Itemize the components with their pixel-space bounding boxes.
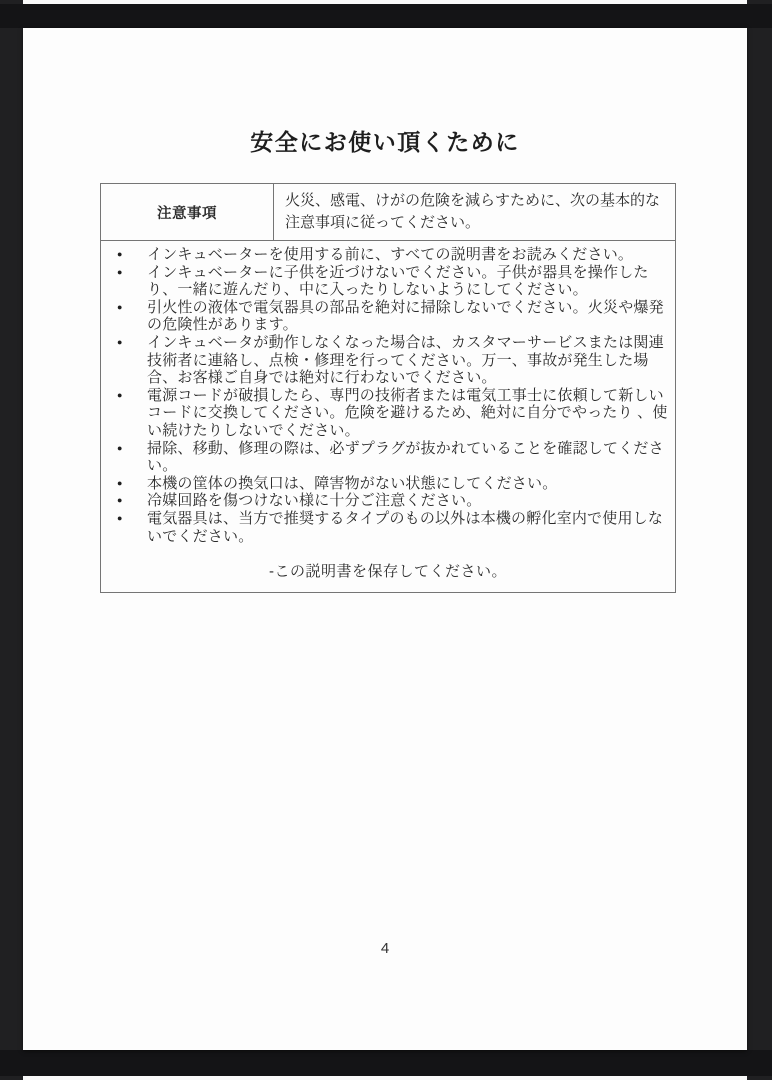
safety-instruction-item xyxy=(101,246,675,264)
bullet-icon: ● xyxy=(117,389,123,400)
instruction-text: インキュベータが動作しなくなった場合は、カスタマーサービスまたは関連技術者に連絡し、点検・修理を行ってください。万一、事故が発生した場合、お客様ご自身では絶対に行わないでください。 xyxy=(147,333,664,387)
notice-header-cell: 注意事項 xyxy=(101,184,274,240)
bullet-icon: ● xyxy=(117,301,123,312)
instruction-text: 電源コードが破損したら、専門の技術者または電気工事士に依頼して新しいコードに交換してください。危険を避けるため、絶対に自分でやったり 、使い続けたりしないでください。 xyxy=(147,386,668,439)
bullet-icon: ● xyxy=(117,477,123,488)
page-gap-top xyxy=(0,4,772,28)
bullet-icon: ● xyxy=(117,266,123,277)
safety-instruction-item xyxy=(101,334,675,387)
instruction-text: 引火性の液体で電気器具の部品を絶対に掃除しないでください。火災や爆発の危険性があります。 xyxy=(147,298,664,334)
bullet-icon: ● xyxy=(117,442,123,453)
safety-instruction-item xyxy=(101,299,675,334)
bullet-icon: ● xyxy=(117,336,123,347)
safety-instruction-item xyxy=(101,440,675,475)
page-gap-bottom xyxy=(0,1050,772,1076)
next-page-edge xyxy=(23,1076,747,1080)
bullet-icon: ● xyxy=(117,512,123,523)
page-number: 4 xyxy=(380,940,390,957)
bullet-icon: ● xyxy=(117,495,123,506)
keep-manual-note: -この説明書を保存してください。 xyxy=(269,563,507,581)
instruction-text: インキュベーターを使用する前に、すべての説明書をお読みください。 xyxy=(147,246,634,263)
bullet-icon: ● xyxy=(117,249,123,259)
safety-instruction-item xyxy=(101,475,675,493)
instruction-text: 掃除、移動、修理の際は、必ずプラグが抜かれていることを確認してください。 xyxy=(147,439,664,475)
safety-instruction-item xyxy=(101,387,675,440)
instruction-text: インキュベーターに子供を近づけないでください。子供が器具を操作したり、一緒に遊んだり、中に入ったりしないようにしてください。 xyxy=(147,263,649,299)
safety-notice-table xyxy=(100,183,676,593)
notice-description-cell: 火災、感電、けがの危険を減らすために、次の基本的な注意事項に従ってください。 xyxy=(285,192,661,231)
document-page xyxy=(23,28,747,1050)
instruction-text: 冷媒回路を傷つけない様に十分ご注意ください。 xyxy=(147,492,482,510)
page-title: 安全にお使い頂くために xyxy=(250,129,520,155)
notice-header-row xyxy=(101,184,675,241)
instruction-text: 本機の筐体の換気口は、障害物がない状態にしてください。 xyxy=(147,474,558,492)
instruction-text: 電気器具は、当方で推奨するタイプのもの以外は本機の孵化室内で使用しないでください。 xyxy=(147,509,664,545)
safety-instruction-item xyxy=(101,492,675,510)
safety-instruction-item xyxy=(101,510,675,545)
safety-instruction-item xyxy=(101,264,675,299)
safety-instruction-list xyxy=(101,241,675,592)
